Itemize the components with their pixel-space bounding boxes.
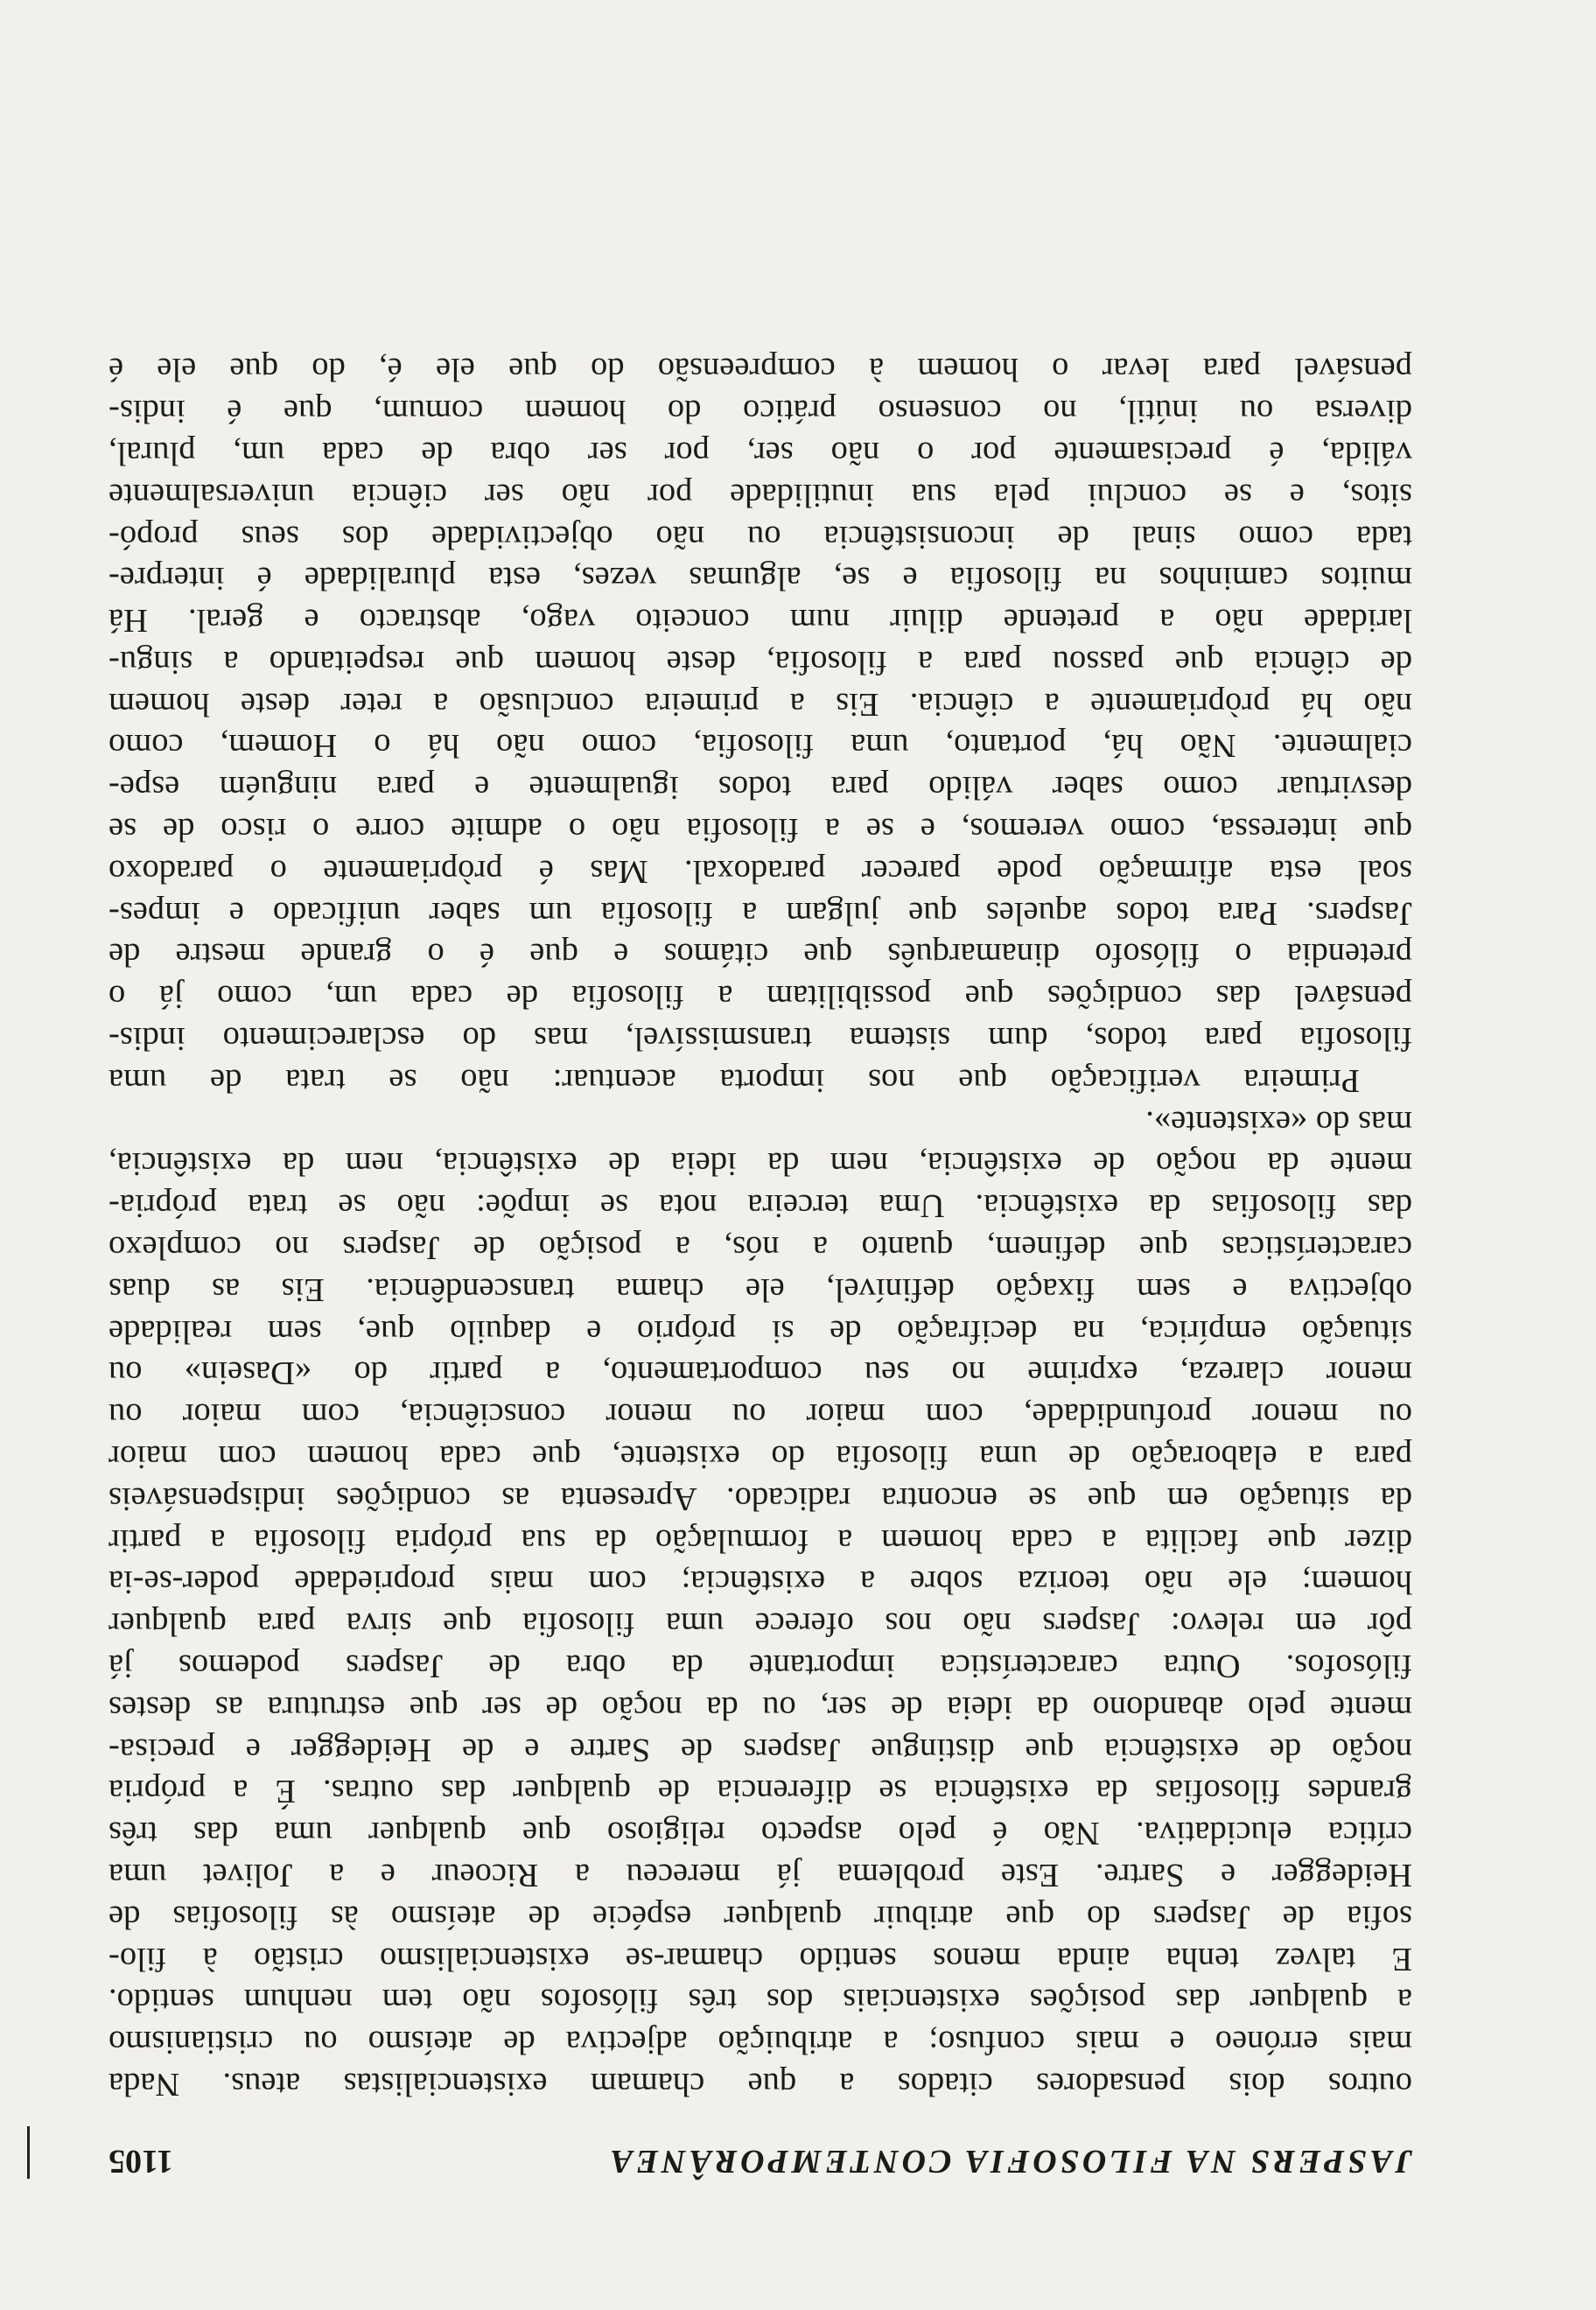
text-line: dizer que facilita a cada homem a formulação da sua própria filosofia a partir bbox=[108, 1522, 1412, 1559]
text-line: Heidegger e Sartre. Este problema já mereceu a Ricoeur e a Jolivet uma bbox=[108, 1857, 1412, 1894]
text-line: pretendia o filósofo dinamarquês que citámos e que é o grande mestre de bbox=[108, 936, 1412, 974]
text-line: crítica elucidativa. Não é pelo aspecto religioso que qualquer uma das três bbox=[108, 1815, 1412, 1852]
text-line: noção de existência que distingue Jaspers de Sartre e de Heidegger e precisa- bbox=[108, 1731, 1412, 1768]
text-line: filósofos. Outra característica importante da obra de Jaspers podemos já bbox=[108, 1648, 1412, 1685]
text-line: de ciência que passou para a filosofia, deste homem que respeitando a singu- bbox=[108, 643, 1412, 681]
text-line: soal esta afirmação pode parecer paradoxal. Mas é pròpriamente o paradoxo bbox=[108, 852, 1412, 890]
text-line: que interessa, como veremos, e se a filosofia não o admite corre o risco de se bbox=[108, 811, 1412, 849]
text-line: filosofia para todos, dum sistema transmissível, mas do esclarecimento indis- bbox=[108, 1020, 1412, 1058]
text-line: mente da noção de existência, nem da ideia de existência, nem da existência, bbox=[108, 1145, 1412, 1183]
text-line: situação empírica, na decifração de si próprio e daquilo que, sem realidade bbox=[108, 1312, 1412, 1350]
text-line: tada como sinal de inconsistência ou não objectividade dos seus propó- bbox=[108, 518, 1412, 556]
running-title: JASPERS NA FILOSOFIA CONTEMPORÂNEA bbox=[606, 2143, 1412, 2180]
text-line: grandes filosofias da existência se diferencia de qualquer das outras. É a própria bbox=[108, 1773, 1412, 1810]
text-line: laridade não a pretende diluir num conceito vago, abstracto e geral. Há bbox=[108, 602, 1412, 640]
text-line: características que definem, quanto a nós, a posição de Jaspers no complexo bbox=[108, 1229, 1412, 1267]
text-line: muitos caminhos na filosofia e se, algumas vezes, esta pluralidade é interpre- bbox=[108, 560, 1412, 598]
text-line: ou menor profundidade, com maior ou menor consciência, com maior ou bbox=[108, 1396, 1412, 1434]
text-line: outros dois pensadores citados a que chamam existencialistas ateus. Nada bbox=[108, 2066, 1412, 2103]
text-line: Primeira verificação que nos importa acentuar: não se trata de uma bbox=[108, 1061, 1360, 1099]
text-line: pôr em relevo: Jaspers não nos oferece uma filosofia que sirva para qualquer bbox=[108, 1606, 1412, 1643]
text-line: da situação em que se encontra radicado. Apresenta as condições indispensáveis bbox=[108, 1480, 1412, 1517]
text-line: a qualquer das posições existenciais dos três filósofos não tem nenhum sentido. bbox=[108, 1982, 1412, 2020]
text-line: menor clareza, exprime no seu comportamento, a partir do «Dasein» ou bbox=[108, 1354, 1412, 1392]
text-line: para a elaboração de uma filosofia do existente, que cada homem com maior bbox=[108, 1438, 1412, 1476]
text-line: cialmente. Não há, portanto, uma filosofia, como não há o Homem, como bbox=[108, 727, 1412, 765]
body-text bbox=[108, 348, 1412, 2104]
running-header bbox=[108, 2137, 1412, 2180]
text-line: diversa ou inútil, no consenso prático do homem comum, que é indis- bbox=[108, 393, 1412, 430]
page-number: 1105 bbox=[108, 2143, 173, 2180]
text-line: não há pròpriamente a ciência. Eis a primeira conclusão a reter deste homem bbox=[108, 685, 1412, 723]
text-line: E talvez tenha ainda menos sentido chamar-se existencialismo cristão à filo- bbox=[108, 1940, 1412, 1978]
page-edge-mark bbox=[27, 2126, 30, 2179]
text-line: desvirtuar como saber válido para todos igualmente e para ninguém espe- bbox=[108, 769, 1412, 807]
text-line: pensável para levar o homem à compreensão do que ele é, do que ele é bbox=[108, 351, 1412, 388]
text-line: das filosofias da existência. Uma terceira nota se impõe: não se trata própria- bbox=[108, 1187, 1412, 1225]
text-line: mais erróneo e mais confuso; a atribuição adjectiva de ateísmo ou cristianismo bbox=[108, 2024, 1412, 2062]
text-line: objectiva e sem fixação definível, ele chama transcendência. Eis as duas bbox=[108, 1270, 1412, 1308]
text-line: homem; ele não teoriza sobre a existência; com mais propriedade poder-se-ia bbox=[108, 1564, 1412, 1601]
text-line: válida, é precisamente por o não ser, por ser obra de cada um, plural, bbox=[108, 434, 1412, 472]
text-line: pensável das condições que possibilitam a filosofia de cada um, como já o bbox=[108, 978, 1412, 1016]
text-line: mente pelo abandono da ideia de ser, ou da noção de ser que estrutura as destes bbox=[108, 1689, 1412, 1726]
text-line: mas do «existente». bbox=[1145, 1103, 1412, 1141]
text-line: sitos, e se conclui pela sua inutilidade por não ser ciência universalmente bbox=[108, 476, 1412, 514]
text-line: Jaspers. Para todos aqueles que julgam a filosofia um saber unificado e impes- bbox=[108, 894, 1412, 932]
text-line: sofia de Jaspers do que atribuir qualquer espécie de ateísmo às filosofias de bbox=[108, 1898, 1412, 1936]
